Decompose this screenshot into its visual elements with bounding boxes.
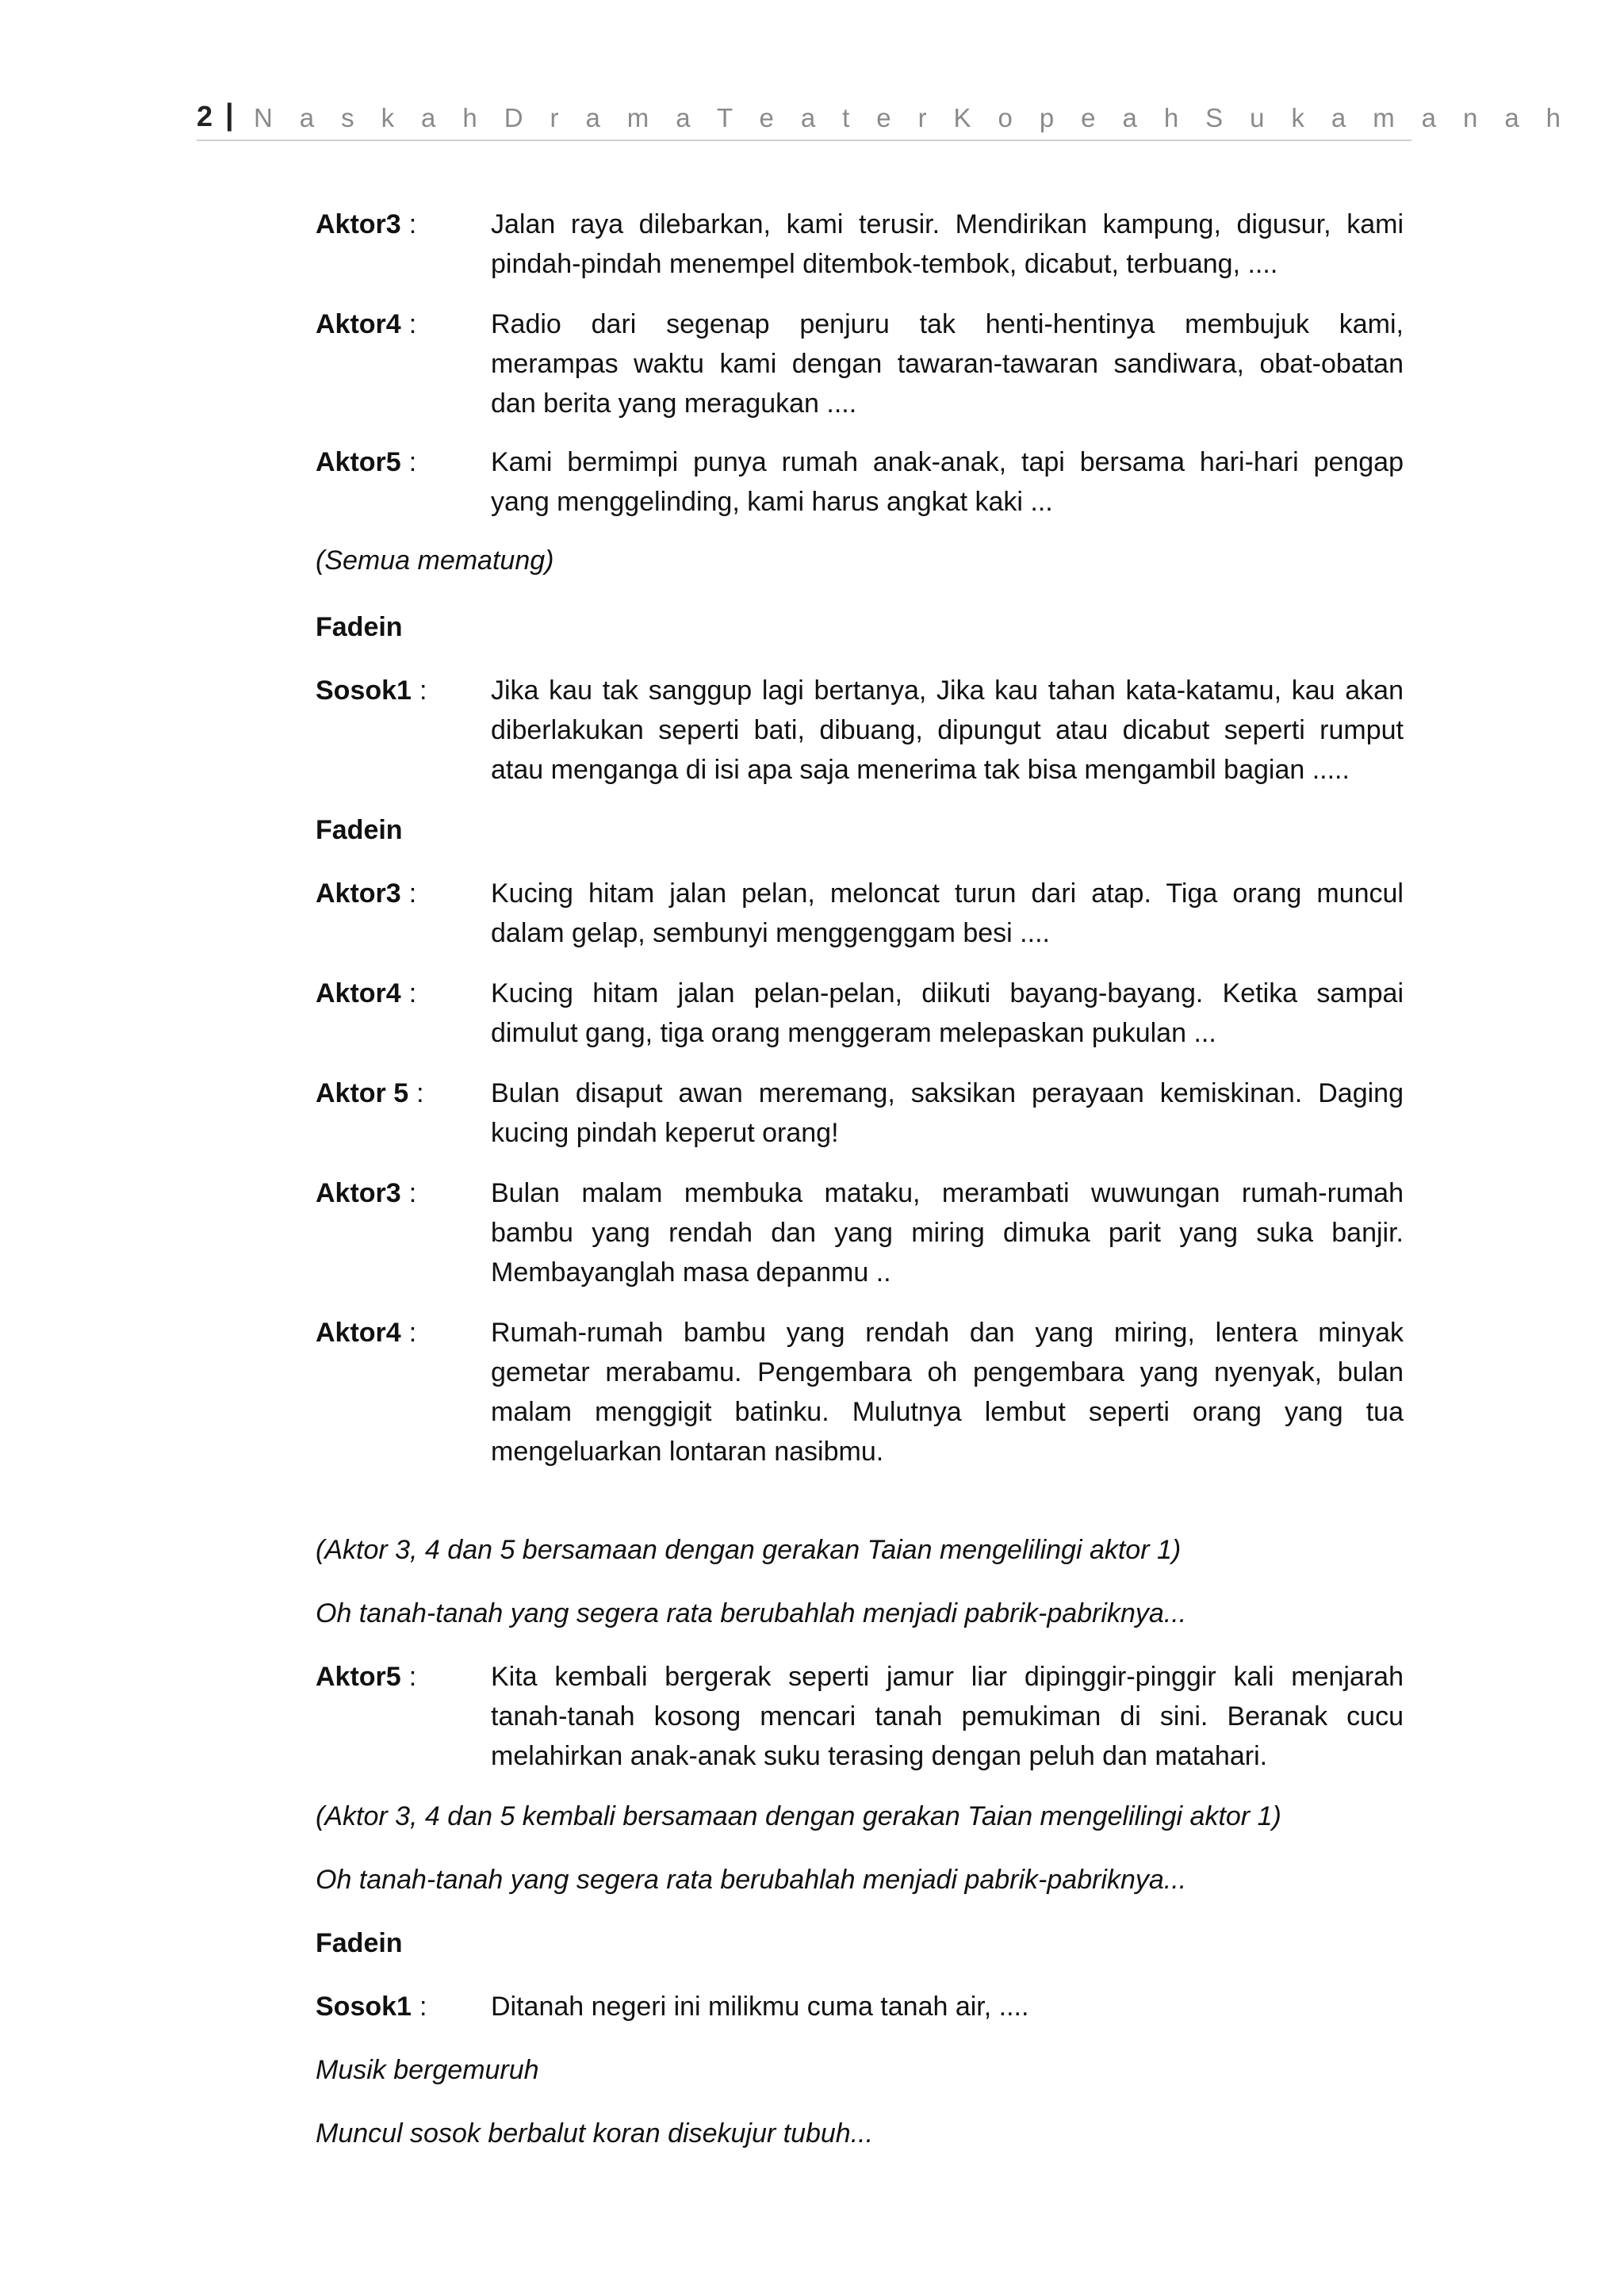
dialogue-line: bambu yang rendah dan yang miring dimuka parit yang suka banjir. <box>491 1218 1404 1248</box>
speaker-colon: : <box>408 978 417 1008</box>
dialogue-entry <box>316 205 1404 284</box>
dialogue-text <box>491 671 1404 790</box>
speaker-label <box>316 1987 427 2026</box>
dialogue-line: Bulan disaput awan meremang, saksikan perayaan kemiskinan. Daging <box>491 1078 1404 1108</box>
speaker-colon: : <box>408 1318 417 1348</box>
dialogue-line: malam menggigit batinku. Mulutnya lembut seperti orang yang tua <box>491 1397 1404 1427</box>
dialogue-line: pindah-pindah menempel ditembok-tembok, dicabut, terbuang, .... <box>491 249 1278 279</box>
speaker-label <box>316 442 416 482</box>
dialogue-line: dan berita yang meragukan .... <box>491 388 857 419</box>
dialogue-line: melahirkan anak-anak suku terasing dengan peluh dan matahari. <box>491 1741 1268 1771</box>
speaker-name: Aktor4 <box>316 309 401 339</box>
dialogue-text <box>491 442 1404 522</box>
dialogue-entry <box>316 1657 1404 1776</box>
speaker-label <box>316 1073 424 1113</box>
dialogue-text <box>491 1073 1404 1153</box>
dialogue-line: gemetar merabamu. Pengembara oh pengembara yang nyenyak, bulan <box>491 1357 1404 1387</box>
dialogue-line: dalam gelap, sembunyi menggenggam besi .... <box>491 918 1050 948</box>
stage-direction: Muncul sosok berbalut koran disekujur tubuh... <box>316 2118 874 2149</box>
speaker-label <box>316 974 416 1013</box>
dialogue-line: Membayanglah masa depanmu .. <box>491 1257 891 1288</box>
stage-direction: Oh tanah-tanah yang segera rata berubahlah menjadi pabrik-pabriknya... <box>316 1598 1187 1628</box>
speaker-colon: : <box>408 1662 417 1692</box>
speaker-colon: : <box>408 878 417 909</box>
speaker-name: Aktor3 <box>316 209 401 239</box>
dialogue-line: dimulut gang, tiga orang menggeram melepaskan pukulan ... <box>491 1018 1216 1048</box>
speaker-name: Sosok1 <box>316 675 412 706</box>
dialogue-text <box>491 1313 1404 1471</box>
speaker-colon: : <box>408 447 417 477</box>
speaker-colon: : <box>419 675 427 706</box>
document-title: N a s k a h D r a m a T e a t e r K o p e a h S u k a m a n a h <box>254 103 1571 132</box>
speaker-colon: : <box>408 1178 417 1208</box>
dialogue-line: tanah-tanah kosong mencari tanah pemukiman di sini. Beranak cucu <box>491 1701 1404 1732</box>
dialogue-text <box>491 304 1404 423</box>
stage-direction: Oh tanah-tanah yang segera rata berubahlah menjadi pabrik-pabriknya... <box>316 1865 1187 1895</box>
speaker-label <box>316 1313 416 1353</box>
dialogue-line: Kami bermimpi punya rumah anak-anak, tapi bersama hari-hari pengap <box>491 447 1404 477</box>
speaker-name: Aktor5 <box>316 1662 401 1692</box>
dialogue-line: Jalan raya dilebarkan, kami terusir. Mendirikan kampung, digusur, kami <box>491 209 1404 239</box>
speaker-label <box>316 304 416 344</box>
speaker-name: Aktor5 <box>316 447 401 477</box>
dialogue-entry <box>316 304 1404 423</box>
dialogue-line: merampas waktu kami dengan tawaran-tawaran sandiwara, obat-obatan <box>491 349 1404 379</box>
dialogue-line: Kucing hitam jalan pelan-pelan, diikuti bayang-bayang. Ketika sampai <box>491 978 1404 1008</box>
speaker-name: Aktor 5 <box>316 1078 409 1108</box>
speaker-name: Aktor4 <box>316 1318 401 1348</box>
page-number: 2 <box>197 100 213 132</box>
page-header <box>197 94 1571 141</box>
dialogue-entry <box>316 1987 1404 2026</box>
speaker-colon: : <box>408 309 417 339</box>
dialogue-line: Ditanah negeri ini milikmu cuma tanah air, .... <box>491 1992 1029 2022</box>
dialogue-text <box>491 205 1404 284</box>
scene-cue: Fadein <box>316 1928 403 1958</box>
speaker-colon: : <box>419 1992 427 2022</box>
dialogue-line: atau menganga di isi apa saja menerima tak bisa mengambil bagian ..... <box>491 755 1350 785</box>
speaker-name: Aktor4 <box>316 978 401 1008</box>
stage-direction: (Semua mematung) <box>316 545 554 576</box>
header-separator: | <box>225 98 234 132</box>
dialogue-text <box>491 974 1404 1053</box>
dialogue-line: Kucing hitam jalan pelan, meloncat turun dari atap. Tiga orang muncul <box>491 878 1404 909</box>
dialogue-line: kucing pindah keperut orang! <box>491 1118 839 1148</box>
speaker-name: Sosok1 <box>316 1992 412 2022</box>
speaker-colon: : <box>408 209 417 239</box>
speaker-colon: : <box>416 1078 424 1108</box>
dialogue-line: Radio dari segenap penjuru tak henti-hentinya membujuk kami, <box>491 309 1404 339</box>
speaker-name: Aktor3 <box>316 878 401 909</box>
dialogue-entry <box>316 874 1404 953</box>
dialogue-text <box>491 874 1404 953</box>
dialogue-line: diberlakukan seperti bati, dibuang, dipungut atau dicabut seperti rumput <box>491 715 1404 745</box>
dialogue-entry <box>316 442 1404 522</box>
dialogue-entry <box>316 1313 1404 1471</box>
stage-direction: (Aktor 3, 4 dan 5 kembali bersamaan dengan gerakan Taian mengelilingi aktor 1) <box>316 1801 1281 1831</box>
speaker-label <box>316 205 416 244</box>
dialogue-line: Bulan malam membuka mataku, merambati wuwungan rumah-rumah <box>491 1178 1404 1208</box>
speaker-label <box>316 1657 416 1697</box>
scene-cue: Fadein <box>316 815 403 845</box>
speaker-label <box>316 1173 416 1213</box>
dialogue-entry <box>316 1073 1404 1153</box>
dialogue-entry <box>316 974 1404 1053</box>
dialogue-line: Jika kau tak sanggup lagi bertanya, Jika kau tahan kata-katamu, kau akan <box>491 675 1404 706</box>
dialogue-line: mengeluarkan lontaran nasibmu. <box>491 1437 884 1467</box>
dialogue-line: Rumah-rumah bambu yang rendah dan yang miring, lentera minyak <box>491 1318 1404 1348</box>
dialogue-text <box>491 1987 1404 2026</box>
stage-direction: Musik bergemuruh <box>316 2055 539 2085</box>
speaker-name: Aktor3 <box>316 1178 401 1208</box>
stage-direction: (Aktor 3, 4 dan 5 bersamaan dengan gerakan Taian mengelilingi aktor 1) <box>316 1535 1182 1565</box>
speaker-label <box>316 671 427 710</box>
dialogue-text <box>491 1173 1404 1292</box>
scene-cue: Fadein <box>316 612 403 642</box>
dialogue-entry <box>316 1173 1404 1292</box>
dialogue-entry <box>316 671 1404 790</box>
speaker-label <box>316 874 416 913</box>
dialogue-line: Kita kembali bergerak seperti jamur liar dipinggir-pinggir kali menjarah <box>491 1662 1404 1692</box>
dialogue-line: yang menggelinding, kami harus angkat kaki ... <box>491 487 1053 517</box>
dialogue-text <box>491 1657 1404 1776</box>
